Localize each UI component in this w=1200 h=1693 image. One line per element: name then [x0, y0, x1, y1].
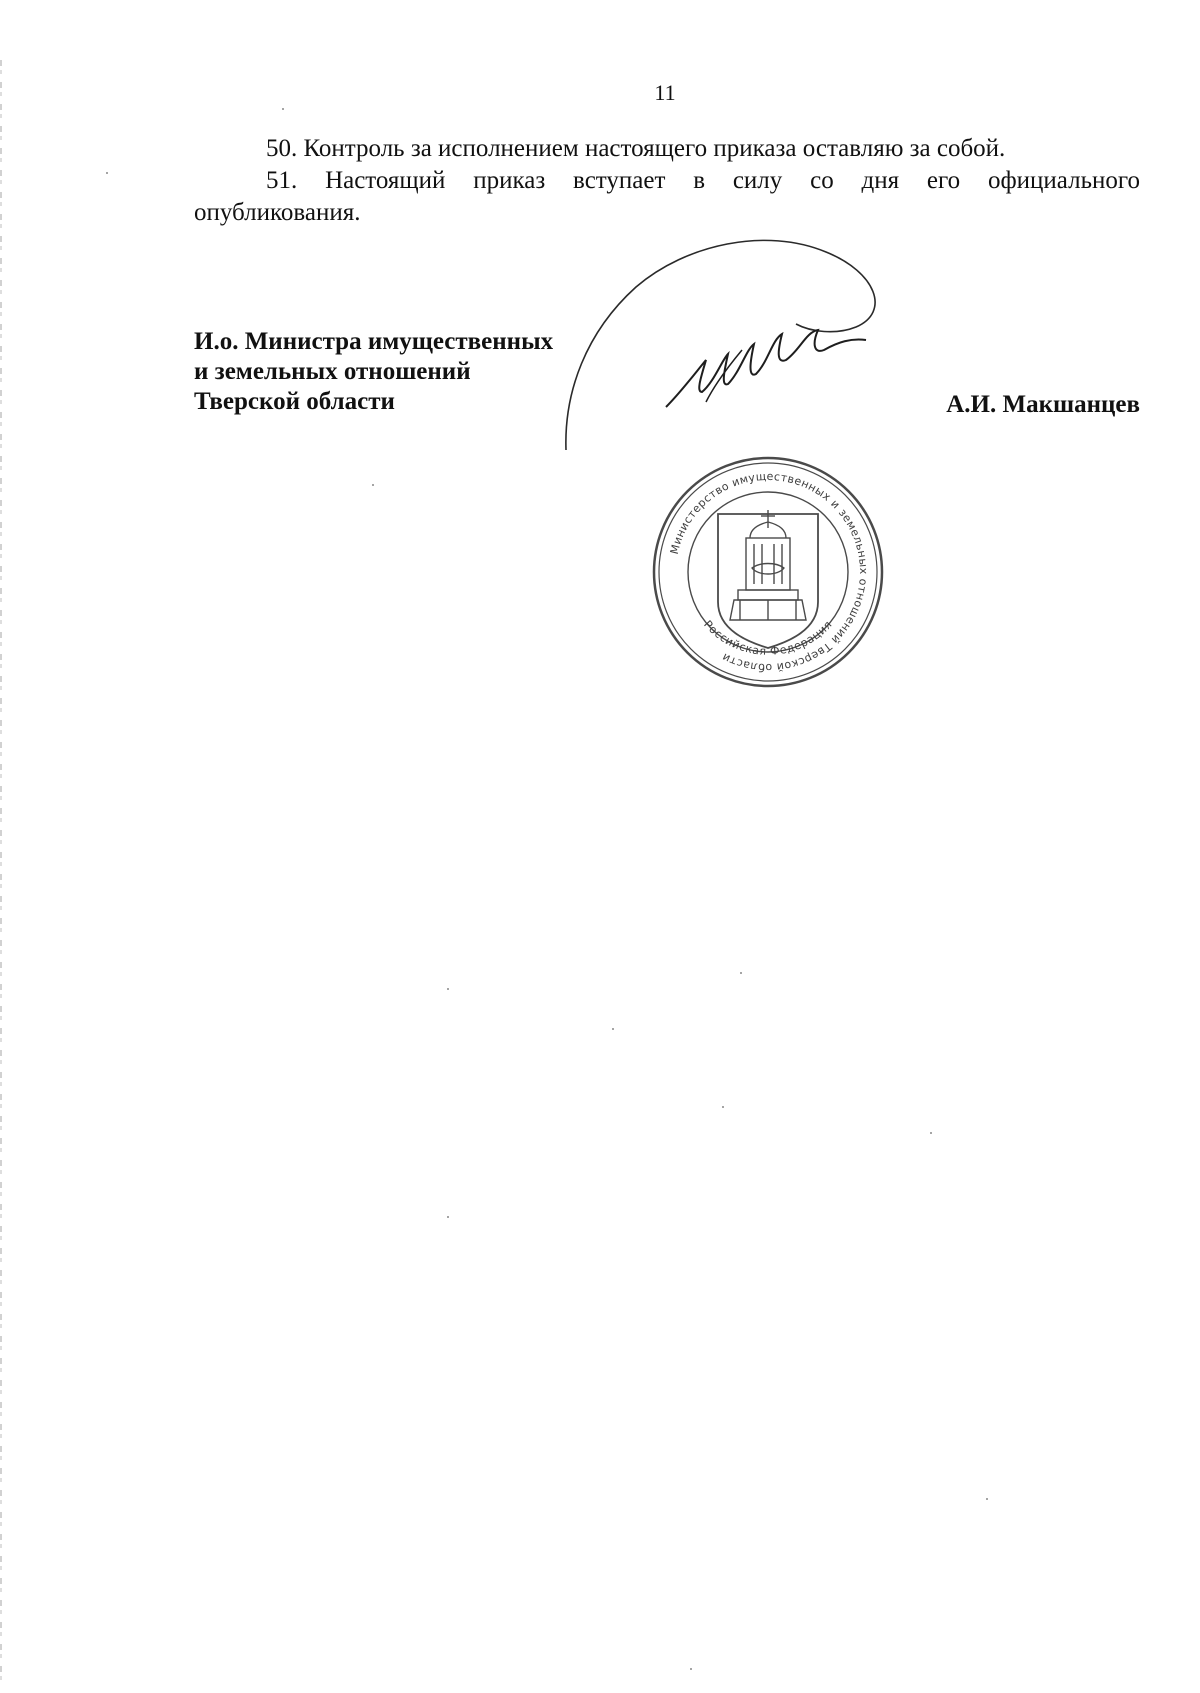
scan-edge: [0, 60, 2, 1680]
scan-speck: [986, 1498, 988, 1500]
signatory-title-line-1: И.о. Министра имущественных: [194, 328, 554, 355]
scan-speck: [930, 1132, 932, 1134]
official-seal-icon: [648, 452, 888, 692]
scan-speck: [447, 1216, 449, 1218]
signature-icon: [556, 232, 886, 452]
clause-51-line-2: опубликования.: [194, 199, 361, 226]
signatory-name: А.И. Макшанцев: [946, 391, 1140, 418]
scan-speck: [612, 1028, 614, 1030]
signatory-title: [194, 327, 553, 417]
scan-speck: [722, 1106, 724, 1108]
scan-speck: [740, 972, 742, 974]
scan-speck: [372, 484, 374, 486]
scan-speck: [106, 172, 108, 174]
signatory-title-line-3: Тверской области: [194, 388, 395, 415]
seal-bottom-text: Российская Федерация: [701, 617, 835, 658]
clause-51-line-1: 51. Настоящий приказ вступает в силу со дня его официального: [266, 167, 1140, 194]
tver-coat-of-arms-icon: [730, 510, 806, 620]
scan-speck: [282, 108, 284, 110]
svg-text:Министерство имущественных и з: [668, 470, 870, 674]
clause-50: 50. Контроль за исполнением настоящего приказа оставляю за собой.: [266, 135, 1006, 162]
scan-speck: [447, 988, 449, 990]
seal-outer-text: Министерство имущественных и земельных отношений Тверской области: [667, 469, 871, 675]
clause-51: [194, 165, 1140, 229]
signatory-title-line-2: и земельных отношений: [194, 358, 471, 385]
page-number: 11: [654, 80, 676, 105]
scan-speck: [690, 1668, 692, 1670]
